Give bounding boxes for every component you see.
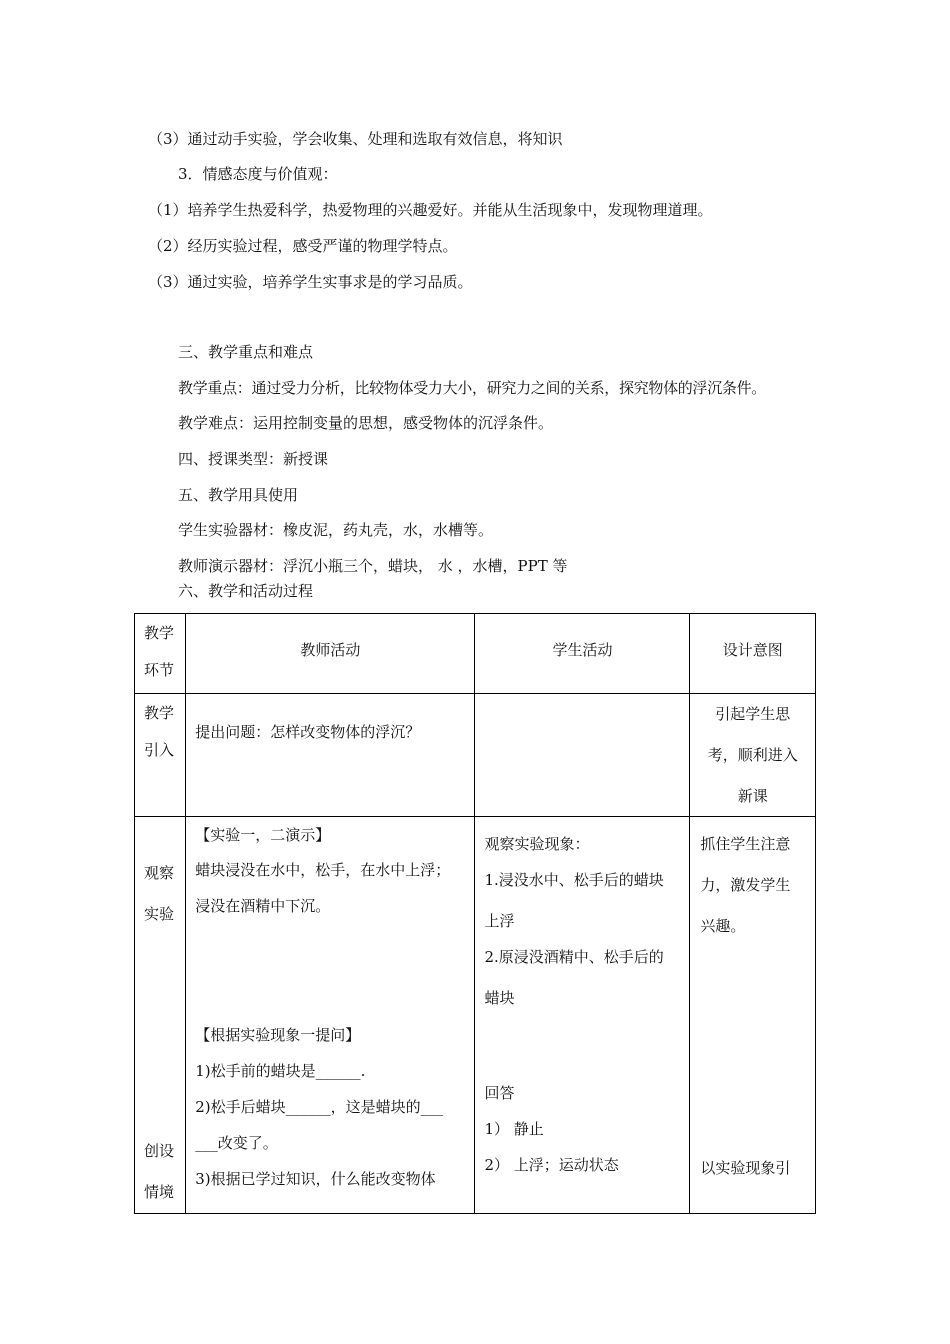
table-row-experiment bbox=[135, 817, 816, 1214]
header-teacher bbox=[186, 614, 475, 694]
table-header-row bbox=[135, 614, 816, 694]
section-3-difficulty: 教学难点：运用控制变量的思想，感受物体的沉浮条件。 bbox=[178, 414, 554, 432]
header-stage-line2: 环节 bbox=[144, 661, 175, 679]
section-5-student-equipment: 学生实验器材：橡皮泥，药丸壳，水，水槽等。 bbox=[178, 521, 494, 539]
student-line-observe: 观察实验现象： bbox=[484, 835, 590, 853]
intent-line-2: 力，激发学生 bbox=[700, 876, 791, 894]
header-teacher-label: 教师活动 bbox=[300, 641, 361, 659]
header-stage-line1: 教学 bbox=[144, 624, 175, 642]
paragraph-attitude-3: （3）通过实验，培养学生实事求是的学习品质。 bbox=[148, 273, 473, 291]
intro-intent bbox=[690, 694, 816, 817]
teacher-line-q1: 1)松手前的蜡块是______. bbox=[195, 1062, 366, 1080]
teacher-line-question-title: 【根据实验现象一提问】 bbox=[195, 1026, 361, 1044]
student-line-alcohol-1: 2.原浸没酒精中、松手后的 bbox=[484, 948, 664, 966]
paragraph-skill-3: （3）通过动手实验，学会收集、处理和选取有效信息，将知识 bbox=[148, 130, 563, 148]
intent-line-3: 兴趣。 bbox=[700, 917, 746, 935]
paragraph-attitude-1: （1）培养学生热爱科学，热爱物理的兴趣爱好。并能从生活现象中，发现物理道理。 bbox=[148, 201, 713, 219]
header-intent bbox=[690, 614, 816, 694]
intro-student bbox=[475, 694, 690, 817]
paragraph-attitude-2: （2）经历实验过程，感受严谨的物理学特点。 bbox=[148, 237, 458, 255]
intro-intent-line2: 考，顺利进入 bbox=[707, 746, 798, 764]
student-line-answer-2: 2） 上浮；运动状态 bbox=[484, 1156, 619, 1174]
section-3-title: 三、教学重点和难点 bbox=[178, 343, 314, 361]
experiment-teacher bbox=[186, 817, 475, 1214]
intro-stage bbox=[135, 694, 186, 817]
intro-stage-line1: 教学 bbox=[144, 704, 175, 722]
intro-intent-line3: 新课 bbox=[737, 787, 768, 805]
section-4-lesson-type: 四、授课类型：新授课 bbox=[178, 450, 329, 468]
teacher-line-q2-cont: ___改变了。 bbox=[195, 1134, 278, 1152]
experiment-stage-b-line2: 情境 bbox=[144, 1183, 175, 1201]
teacher-line-wax-alcohol: 浸没在酒精中下沉。 bbox=[195, 897, 331, 915]
header-student-label: 学生活动 bbox=[552, 641, 613, 659]
experiment-stage-a-line1: 观察 bbox=[144, 864, 175, 882]
intent-line-1: 抓住学生注意 bbox=[700, 835, 791, 853]
experiment-stage bbox=[135, 817, 186, 1214]
section-5-teacher-equipment: 教师演示器材：浮沉小瓶三个，蜡块， 水 ，水槽，PPT 等 bbox=[178, 557, 568, 575]
header-student bbox=[475, 614, 690, 694]
teacher-line-q2: 2)松手后蜡块______，这是蜡块的___ bbox=[195, 1098, 444, 1116]
teacher-line-q3: 3)根据已学过知识，什么能改变物体 bbox=[195, 1170, 436, 1188]
lesson-process-table bbox=[134, 613, 816, 1214]
experiment-intent bbox=[690, 817, 816, 1214]
table-row-intro bbox=[135, 694, 816, 817]
student-line-answer-1: 1） 静止 bbox=[484, 1120, 544, 1138]
student-line-answer: 回答 bbox=[484, 1084, 515, 1102]
intro-stage-line2: 引入 bbox=[144, 741, 175, 759]
header-intent-label: 设计意图 bbox=[722, 641, 783, 659]
intro-intent-line1: 引起学生思 bbox=[715, 705, 791, 723]
experiment-stage-a-line2: 实验 bbox=[144, 905, 175, 923]
section-6-title: 六、教学和活动过程 bbox=[178, 582, 314, 600]
section-3-key-point: 教学重点：通过受力分析，比较物体受力大小，研究力之间的关系，探究物体的浮沉条件。 bbox=[178, 379, 767, 397]
experiment-stage-b-line1: 创设 bbox=[144, 1142, 175, 1160]
section-5-title: 五、教学用具使用 bbox=[178, 486, 299, 504]
experiment-student bbox=[475, 817, 690, 1214]
header-stage bbox=[135, 614, 186, 694]
teacher-line-wax-water: 蜡块浸没在水中，松手，在水中上浮； bbox=[195, 861, 451, 879]
student-line-water-2: 上浮 bbox=[484, 912, 515, 930]
paragraph-heading-attitude: 3．情感态度与价值观： bbox=[178, 165, 338, 183]
intro-teacher bbox=[186, 694, 475, 817]
intent-line-4: 以实验现象引 bbox=[700, 1159, 791, 1177]
teacher-line-demo-title: 【实验一，二演示】 bbox=[195, 826, 331, 844]
student-line-water-1: 1.浸没水中、松手后的蜡块 bbox=[484, 871, 664, 889]
student-line-alcohol-2: 蜡块 bbox=[484, 989, 515, 1007]
intro-teacher-text: 提出问题：怎样改变物体的浮沉？ bbox=[195, 723, 421, 741]
